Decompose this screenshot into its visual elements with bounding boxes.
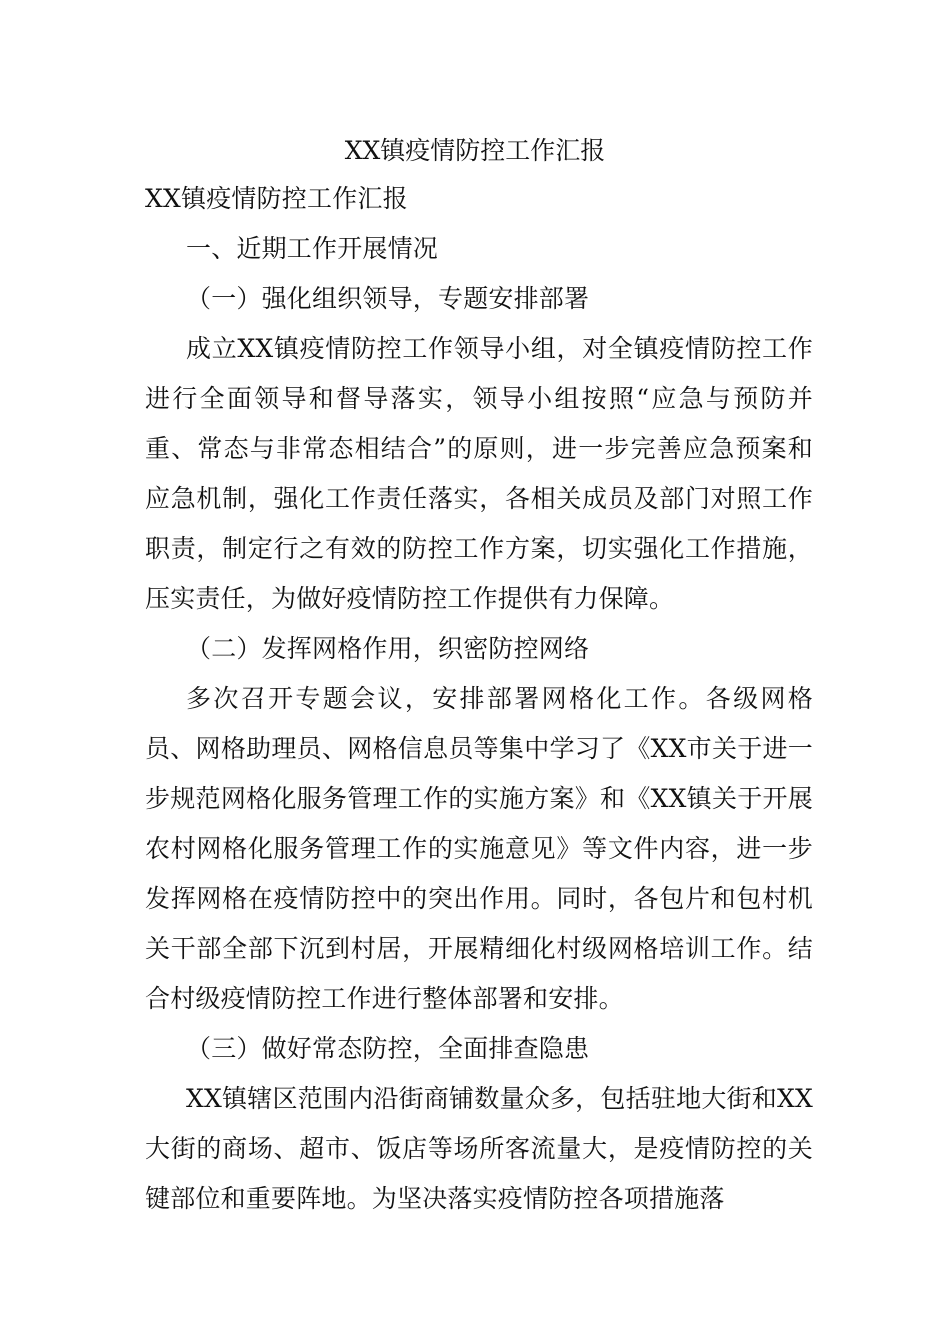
paragraph-1: 成立XX镇疫情防控工作领导小组，对全镇疫情防控工作进行全面领导和督导落实，领导小组按照“应急与预防并重、常态与非常态相结合”的原则，进一步完善应急预案和应急机制，强化工作责任落实，各相关成员及部门对照工作职责，制定行之有效的防控工作方案，切实强化工作措施，压实责任，为做好疫情防控工作提供有力保障。 — [145, 334, 813, 613]
paragraph-3: XX镇辖区范围内沿街商铺数量众多，包括驻地大街和XX大街的商场、超市、饭店等场所客流量大，是疫情防控的关键部位和重要阵地。为坚决落实疫情防控各项措施落 — [145, 1084, 813, 1213]
subsection-heading-1: （一）强化组织领导，专题安排部署 — [186, 284, 590, 313]
document-subtitle: XX镇疫情防控工作汇报 — [145, 184, 408, 213]
subsection-heading-3: （三）做好常态防控，全面排查隐患 — [186, 1034, 590, 1063]
document-body — [145, 174, 813, 1224]
subsection-heading-2: （二）发挥网格作用，织密防控网络 — [186, 634, 590, 663]
document-title: XX镇疫情防控工作汇报 — [344, 136, 606, 165]
section-heading-1: 一、近期工作开展情况 — [186, 234, 439, 263]
paragraph-2: 多次召开专题会议，安排部署网格化工作。各级网格员、网格助理员、网格信息员等集中学习了《XX市关于进一步规范网格化服务管理工作的实施方案》和《XX镇关于开展农村网格化服务管理工作的实施意见》等文件内容，进一步发挥网格在疫情防控中的突出作用。同时，各包片和包村机关干部全部下沉到村居，开展精细化村级网格培训工作。结合村级疫情防控工作进行整体部署和安排。 — [145, 684, 813, 1013]
